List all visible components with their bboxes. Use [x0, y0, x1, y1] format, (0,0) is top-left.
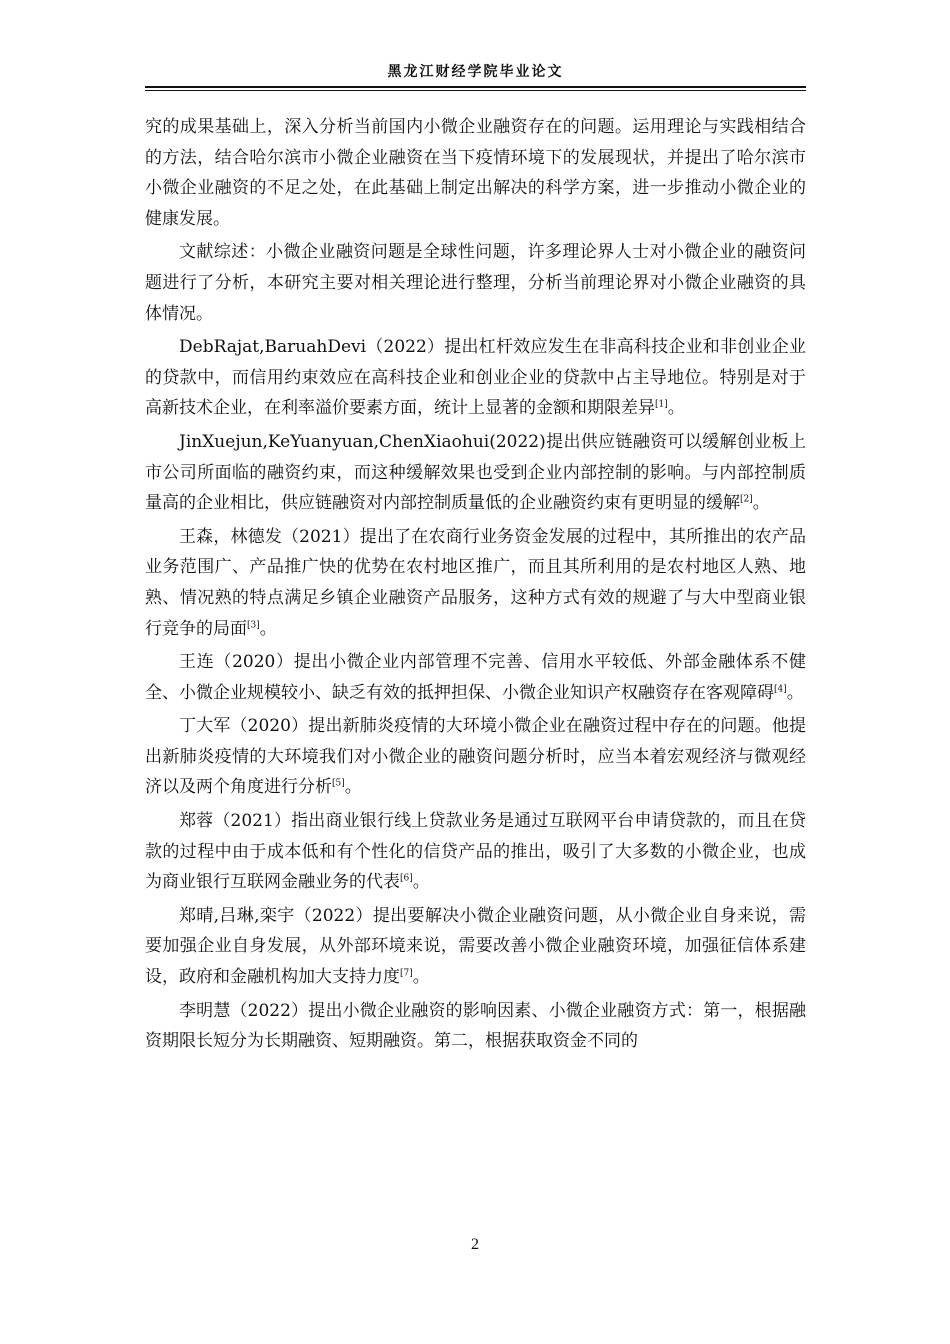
- paragraph-tail: 。: [344, 777, 362, 798]
- paragraph-text: 郑蓉（2021）指出商业银行线上贷款业务是通过互联网平台申请贷款的，而且在贷款的过程中由于成本低和有个性化的信贷产品的推出，吸引了大多数的小微企业，也成为商业银行互联网金融业务的代表: [145, 811, 806, 893]
- paragraph-tail: 。: [786, 682, 804, 703]
- paragraph-tail: 。: [667, 398, 685, 419]
- citation-marker: [2]: [740, 494, 753, 505]
- paragraph-ref-1: [145, 332, 806, 424]
- citation-marker: [1]: [655, 399, 668, 410]
- paragraph-text: 究的成果基础上，深入分析当前国内小微企业融资存在的问题。运用理论与实践相结合的方法，结合哈尔滨市小微企业融资在当下疫情环境下的发展现状，并提出了哈尔滨市小微企业融资的不足之处，在此基础上制定出解决的科学方案，进一步推动小微企业的健康发展。: [145, 117, 806, 229]
- header-rule-thin: [145, 90, 806, 91]
- paragraph-text: 郑晴,吕琳,栾宇（2022）提出要解决小微企业融资问题，从小微企业自身来说，需要加强企业自身发展，从外部环境来说，需要改善小微企业融资环境，加强征信体系建设，政府和金融机构加大支持力度: [145, 905, 806, 988]
- paragraph-ref-3: [145, 522, 806, 644]
- citation-marker: [4]: [774, 684, 787, 695]
- header-rule-thick: [145, 86, 806, 88]
- paragraph-tail: 。: [752, 493, 770, 514]
- body-text: [145, 112, 806, 1060]
- paragraph-text: 李明慧（2022）提出小微企业融资的影响因素、小微企业融资方式：第一，根据融资期限长短分为长期融资、短期融资。第二，根据获取资金不同的: [145, 1000, 806, 1052]
- paragraph-ref-6: [145, 806, 806, 898]
- citation-marker: [5]: [332, 778, 345, 789]
- paragraph-ref-4: [145, 647, 806, 708]
- paragraph-literature-review: [145, 237, 806, 329]
- paragraph-text: 丁大军（2020）提出新肺炎疫情的大环境小微企业在融资过程中存在的问题。他提出新肺炎疫情的大环境我们对小微企业的融资问题分析时，应当本着宏观经济与微观经济以及两个角度进行分析: [145, 716, 806, 798]
- page-number: 2: [471, 1236, 479, 1253]
- paragraph-text: DebRajat,BaruahDevi（2022）提出杠杆效应发生在非高科技企业和非创业企业的贷款中，而信用约束效应在高科技企业和创业企业的贷款中占主导地位。特别是对于高新技术企业，在利率溢价要素方面，统计上显著的金额和期限差异: [145, 337, 806, 419]
- paragraph-ref-5: [145, 711, 806, 803]
- paragraph-text: 文献综述：小微企业融资问题是全球性问题，许多理论界人士对小微企业的融资问题进行了分析，本研究主要对相关理论进行整理，分析当前理论界对小微企业融资的具体情况。: [145, 242, 806, 324]
- citation-marker: [6]: [400, 873, 413, 884]
- paragraph-tail: 。: [412, 967, 430, 988]
- citation-marker: [3]: [247, 619, 260, 630]
- paragraph-ref-2: [145, 427, 806, 519]
- paragraph-text: 王森，林德发（2021）提出了在农商行业务资金发展的过程中，其所推出的农产品业务范围广、产品推广快的优势在农村地区推广，而且其所利用的是农村地区人熟、地熟、情况熟的特点满足乡镇企业融资产品服务，这种方式有效的规避了与大中型商业银行竞争的局面: [145, 526, 806, 639]
- paragraph-intro: [145, 112, 806, 234]
- paragraph-tail: 。: [412, 872, 430, 893]
- paragraph-ref-8: [145, 996, 806, 1057]
- paragraph-text: JinXuejun,KeYuanyuan,ChenXiaohui(2022)提出供应链融资可以缓解创业板上市公司所面临的融资约束，而这种缓解效果也受到企业内部控制的影响。与内部控制质量高的企业相比，供应链融资对内部控制质量低的企业融资约束有更明显的缓解: [145, 431, 806, 514]
- citation-marker: [7]: [400, 968, 413, 979]
- paragraph-text: 王连（2020）提出小微企业内部管理不完善、信用水平较低、外部金融体系不健全、小微企业规模较小、缺乏有效的抵押担保、小微企业知识产权融资存在客观障碍: [145, 652, 806, 703]
- paragraph-tail: 。: [259, 618, 277, 639]
- page-header-title: 黑龙江财经学院毕业论文: [387, 64, 564, 80]
- paragraph-ref-7: [145, 901, 806, 993]
